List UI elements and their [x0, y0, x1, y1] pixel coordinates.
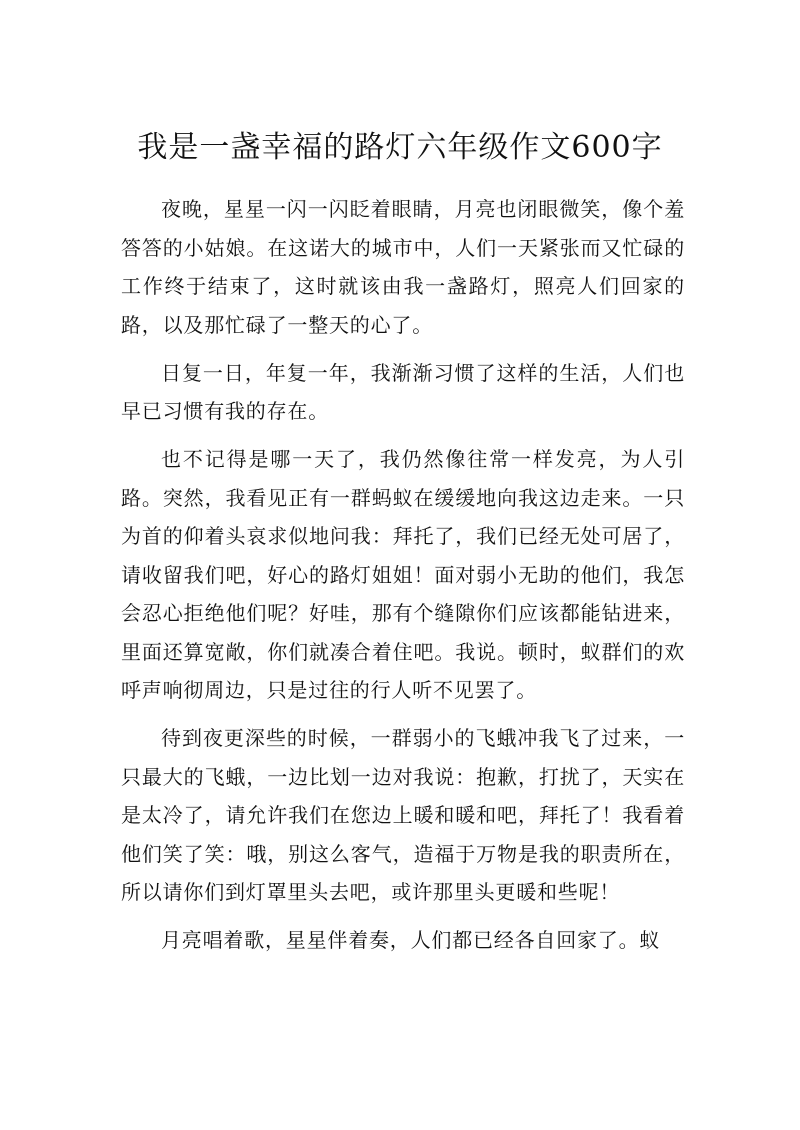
essay-body — [121, 190, 685, 969]
paragraph-4: 待到夜更深些的时候，一群弱小的飞蛾冲我飞了过来，一只最大的飞蛾，一边比划一边对我说：抱歉，打扰了，天实在是太冷了，请允许我们在您边上暖和暖和吧，拜托了！我看着他们笑了笑：哦，别这么客气，造福于万物是我的职责所在，所以请你们到灯罩里头去吧，或许那里头更暖和些呢！ — [121, 726, 685, 904]
paragraph-2: 日复一日，年复一年，我渐渐习惯了这样的生活，人们也早已习惯有我的存在。 — [121, 360, 685, 423]
paragraph-5: 月亮唱着歌，星星伴着奏，人们都已经各自回家了。蚁 — [161, 928, 661, 952]
page-title: 我是一盏幸福的路灯六年级作文600字 — [137, 130, 663, 165]
paragraph-3: 也不记得是哪一天了，我仍然像往常一样发亮，为人引路。突然，我看见正有一群蚂蚁在缓缓地向我这边走来。一只为首的仰着头哀求似地问我：拜托了，我们已经无处可居了，请收留我们吧，好心的路灯姐姐！面对弱小无助的他们，我怎会忍心拒绝他们呢？好哇，那有个缝隙你们应该都能钻进来，里面还算宽敞，你们就凑合着住吧。我说。顿时，蚁群们的欢呼声响彻周边，只是过往的行人听不见罢了。 — [121, 447, 685, 702]
paragraph-1: 夜晚，星星一闪一闪眨着眼睛，月亮也闭眼微笑，像个羞答答的小姑娘。在这诺大的城市中，人们一天紧张而又忙碌的工作终于结束了，这时就该由我一盏路灯，照亮人们回家的路，以及那忙碌了一整天的心了。 — [121, 197, 685, 337]
